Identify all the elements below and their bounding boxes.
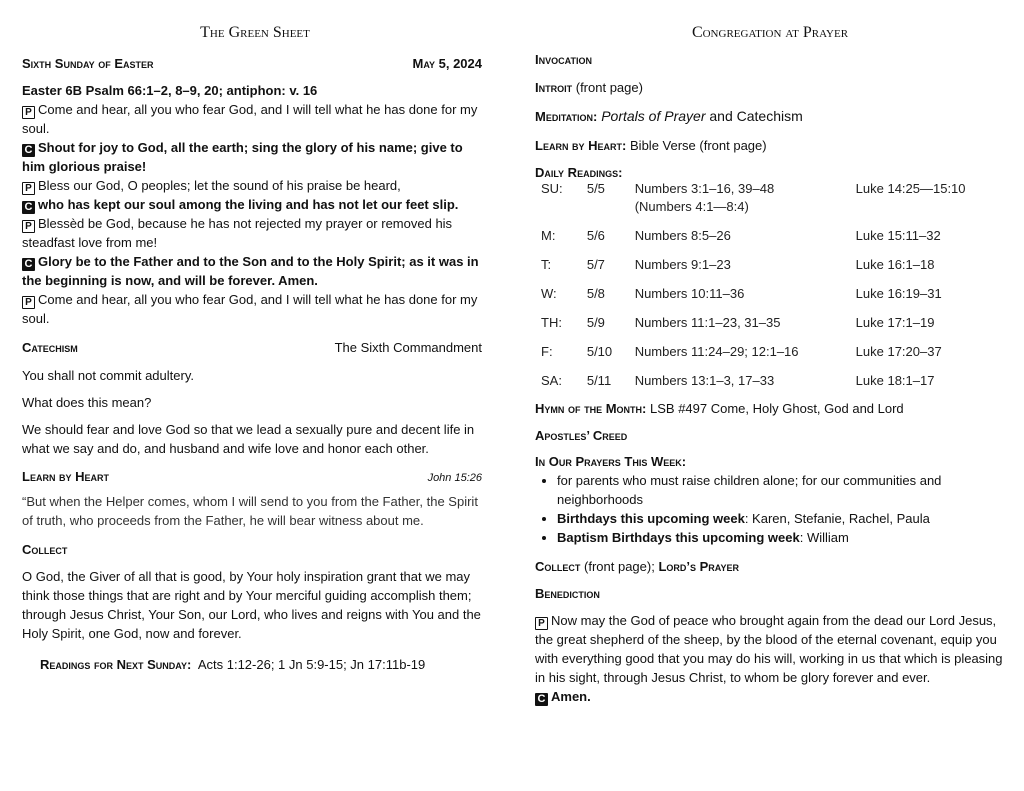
catechism-topic: The Sixth Commandment [334,340,482,355]
catechism-label: Catechism [22,340,78,355]
benediction-label: Benediction [535,586,600,601]
sunday-name: Sixth Sunday of Easter [22,56,154,71]
learn-label: Learn by Heart [22,469,110,484]
left-title: The Green Sheet [200,24,310,41]
learn-header [22,469,488,484]
psalm-line: C who has kept our soul among the living and has not let our feet slip. [22,195,488,214]
list-item: • Birthdays this upcoming week: Karen, Stefanie, Rachel, Paula [557,509,1005,528]
benediction-amen: C Amen. [535,687,1005,706]
pastor-mark-icon: P [22,182,35,195]
psalm-line: P Come and hear, all you who fear God, and I will tell what he has done for my soul. [22,102,478,136]
learn-verse: “But when the Helper comes, whom I will send to you from the Father, the Spirit of truth, who proceeds from the Father, he will bear witness about me. [22,494,478,528]
table-row: F: 5/10 Numbers 11:24–29; 12:1–16 Luke 17:20–37 [541,344,942,359]
psalm-line: C Glory be to the Father and to the Son and to the Holy Spirit; as it was in the beginning is now, and will be forever. Amen. [22,254,479,288]
pastor-mark-icon: P [535,617,548,630]
congregation-mark-icon: C [22,201,35,214]
benediction-text: P Now may the God of peace who brought again from the dead our Lord Jesus, the great shepherd of the sheep, by the blood of the eternal covenant, equip you with everything good that you may do his will, working in us that which is pleasing in his sight, through Jesus Christ, to whom be glory forever and ever. [535,613,1003,685]
psalm-line: P Blessèd be God, because he has not rejected my prayer or removed his steadfast love from me! [22,216,453,250]
table-row: SU: 5/5 Numbers 3:1–16, 39–48 (Numbers 4:1—8:4) Luke 14:25—15:10 [541,181,966,214]
left-column [22,0,488,674]
collect-text: O God, the Giver of all that is good, by Your holy inspiration grant that we may think those things that are right and by Your merciful guiding accomplish them; through Jesus Christ, Your Son, our Lord, who lives and reigns with You and the Holy Spirit, one God, now and forever. [22,569,481,641]
sunday-date: May 5, 2024 [412,56,482,71]
psalm-heading: Easter 6B Psalm 66:1–2, 8–9, 20; antiphon: v. 16 [22,83,318,98]
table-row: TH: 5/9 Numbers 11:1–23, 31–35 Luke 17:1–19 [541,315,935,330]
catechism-commandment: You shall not commit adultery. [22,368,194,383]
prayers-list [535,471,1005,547]
congregation-mark-icon: C [22,144,35,157]
psalm-line: C Shout for joy to God, all the earth; sing the glory of his name; give to him glorious praise! [22,140,463,174]
next-readings: Readings for Next Sunday: Acts 1:12-26; 1 Jn 5:9-15; Jn 17:11b-19 [40,657,426,672]
apostles-creed: Apostles’ Creed [535,428,628,443]
table-row: SA: 5/11 Numbers 13:1–3, 17–33 Luke 18:1–17 [541,373,935,388]
congregation-mark-icon: C [22,258,35,271]
daily-readings-table [541,180,1005,390]
prayers-label: In Our Prayers This Week: [535,454,687,469]
pastor-mark-icon: P [22,220,35,233]
right-title: Congregation at Prayer [691,24,849,41]
collect-lords-prayer: Collect (front page); Lord’s Prayer [535,559,739,574]
table-row: M: 5/6 Numbers 8:5–26 Luke 15:11–32 [541,228,941,243]
sunday-header [22,56,488,71]
daily-readings-label: Daily Readings: [535,165,623,180]
introit: Introit (front page) [535,80,643,95]
list-item: • for parents who must raise children alone; for our communities and neighborhoods [557,471,1005,509]
catechism-header [22,340,488,355]
pastor-mark-icon: P [22,296,35,309]
table-row: W: 5/8 Numbers 10:11–36 Luke 16:19–31 [541,286,942,301]
hymn-of-month: Hymn of the Month: LSB #497 Come, Holy Ghost, God and Lord [535,401,904,416]
learn-reference: John 15:26 [427,472,482,484]
right-column [535,0,1005,706]
meditation: Meditation: Portals of Prayer and Catechism [535,108,803,124]
psalm-line: P Bless our God, O peoples; let the sound of his praise be heard, [22,176,488,195]
psalm-line: P Come and hear, all you who fear God, and I will tell what he has done for my soul. [22,292,478,326]
congregation-mark-icon: C [535,693,548,706]
collect-label: Collect [22,542,68,557]
catechism-question: What does this mean? [22,395,152,410]
catechism-answer: We should fear and love God so that we lead a sexually pure and decent life in what we say and do, and husband and wife love and honor each other. [22,422,475,456]
pastor-mark-icon: P [22,106,35,119]
list-item: • Baptism Birthdays this upcoming week: William [557,528,1005,547]
invocation: Invocation [535,52,592,67]
right-learn: Learn by Heart: Bible Verse (front page) [535,138,767,153]
table-row: T: 5/7 Numbers 9:1–23 Luke 16:1–18 [541,257,935,272]
